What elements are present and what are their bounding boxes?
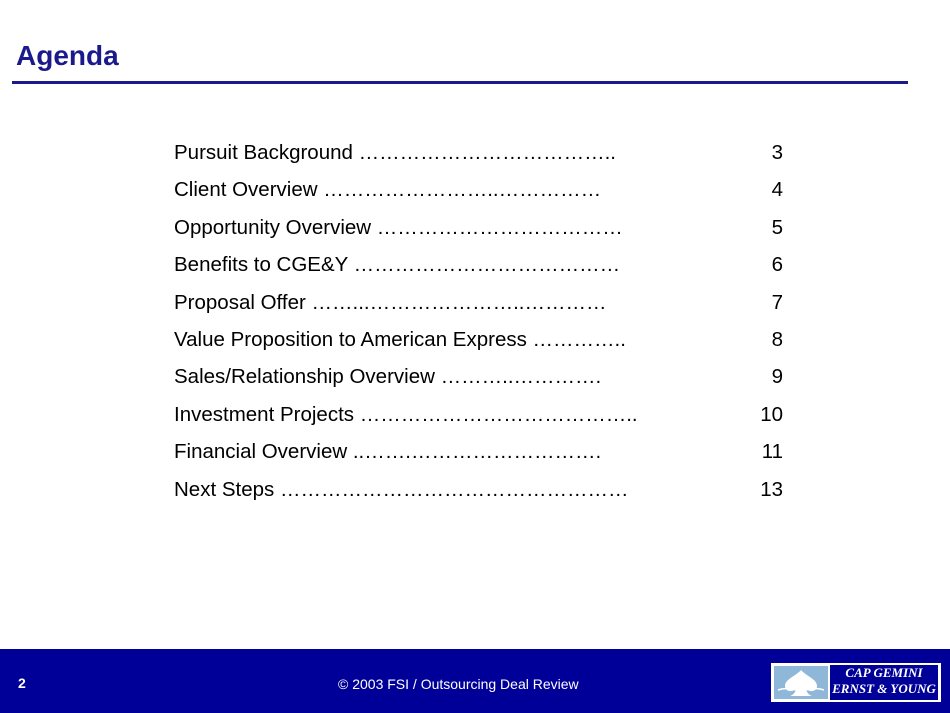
footer-copyright: © 2003 FSI / Outsourcing Deal Review	[338, 676, 579, 692]
logo-line-1: CAP GEMINI	[845, 665, 923, 680]
logo-line-2: ERNST & YOUNG	[832, 681, 936, 696]
agenda-item-text: Next Steps ……………………………………………	[174, 477, 629, 501]
agenda-item-text: Investment Projects …………………………………..	[174, 402, 638, 426]
slide-page-number: 2	[18, 675, 26, 691]
footer-bar	[0, 649, 950, 713]
agenda-item-text: Value Proposition to American Express …………..	[174, 327, 626, 351]
title-divider	[12, 81, 908, 84]
agenda-list	[174, 136, 786, 510]
agenda-item-page: 11	[761, 440, 783, 464]
agenda-item	[174, 323, 786, 360]
agenda-item-page: 3	[771, 141, 783, 164]
agenda-item-text: Proposal Offer ……...…………………..…………	[174, 290, 607, 314]
agenda-item-text: Sales/Relationship Overview ………..………….	[174, 365, 602, 389]
agenda-item	[174, 360, 786, 397]
agenda-item-page: 9	[771, 365, 783, 389]
agenda-item	[174, 173, 786, 210]
spade-logo-icon	[774, 666, 828, 699]
agenda-item	[174, 211, 786, 248]
agenda-item-page: 5	[771, 215, 783, 239]
agenda-item-page: 10	[760, 402, 783, 426]
page-title: Agenda	[16, 40, 119, 71]
agenda-item-text: Financial Overview ..…….……………………….	[174, 440, 602, 464]
agenda-item-page: 7	[771, 290, 783, 314]
company-logo	[770, 662, 942, 703]
agenda-item-page: 8	[771, 327, 783, 351]
logo-wordmark	[830, 665, 938, 700]
agenda-item-text: Opportunity Overview ………………………………	[174, 215, 623, 239]
agenda-item-text: Pursuit Background ………………………………..	[174, 141, 616, 164]
agenda-item	[174, 398, 786, 435]
agenda-item-text: Benefits to CGE&Y …………………………………	[174, 253, 621, 277]
agenda-item	[174, 136, 786, 173]
agenda-item-page: 13	[760, 477, 783, 501]
agenda-item	[174, 473, 786, 510]
agenda-item-text: Client Overview ……………………..……………	[174, 178, 602, 202]
agenda-item	[174, 286, 786, 323]
agenda-item	[174, 435, 786, 472]
agenda-item-page: 4	[771, 178, 783, 202]
agenda-item-page: 6	[771, 253, 783, 277]
agenda-item	[174, 248, 786, 285]
